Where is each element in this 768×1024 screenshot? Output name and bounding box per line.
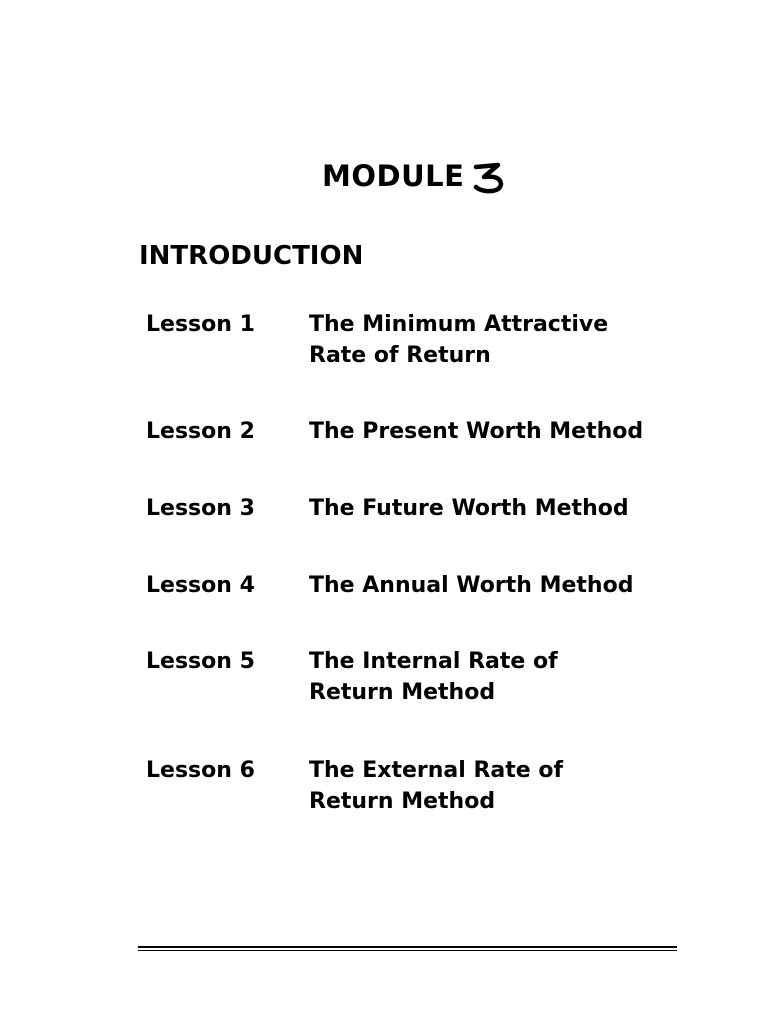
lesson-title: The Annual Worth Method	[309, 573, 634, 598]
lesson-title: The Present Worth Method	[309, 419, 644, 444]
lesson-title: The Minimum Attractive Rate of Return	[309, 312, 609, 368]
lesson-title: The External Rate of Return Method	[309, 758, 564, 814]
footer-double-rule	[138, 946, 677, 951]
module-title: MODULE	[322, 159, 465, 193]
lesson-label: Lesson 2	[146, 419, 255, 444]
module-number-handwritten	[470, 160, 510, 196]
lesson-label: Lesson 4	[146, 573, 255, 598]
lesson-label: Lesson 1	[146, 312, 255, 337]
lesson-label: Lesson 3	[146, 496, 255, 521]
lesson-label: Lesson 6	[146, 758, 255, 783]
lesson-title: The Future Worth Method	[309, 496, 629, 521]
lesson-label: Lesson 5	[146, 649, 255, 674]
introduction-heading: INTRODUCTION	[139, 241, 364, 271]
lesson-title: The Internal Rate of Return Method	[309, 649, 558, 705]
